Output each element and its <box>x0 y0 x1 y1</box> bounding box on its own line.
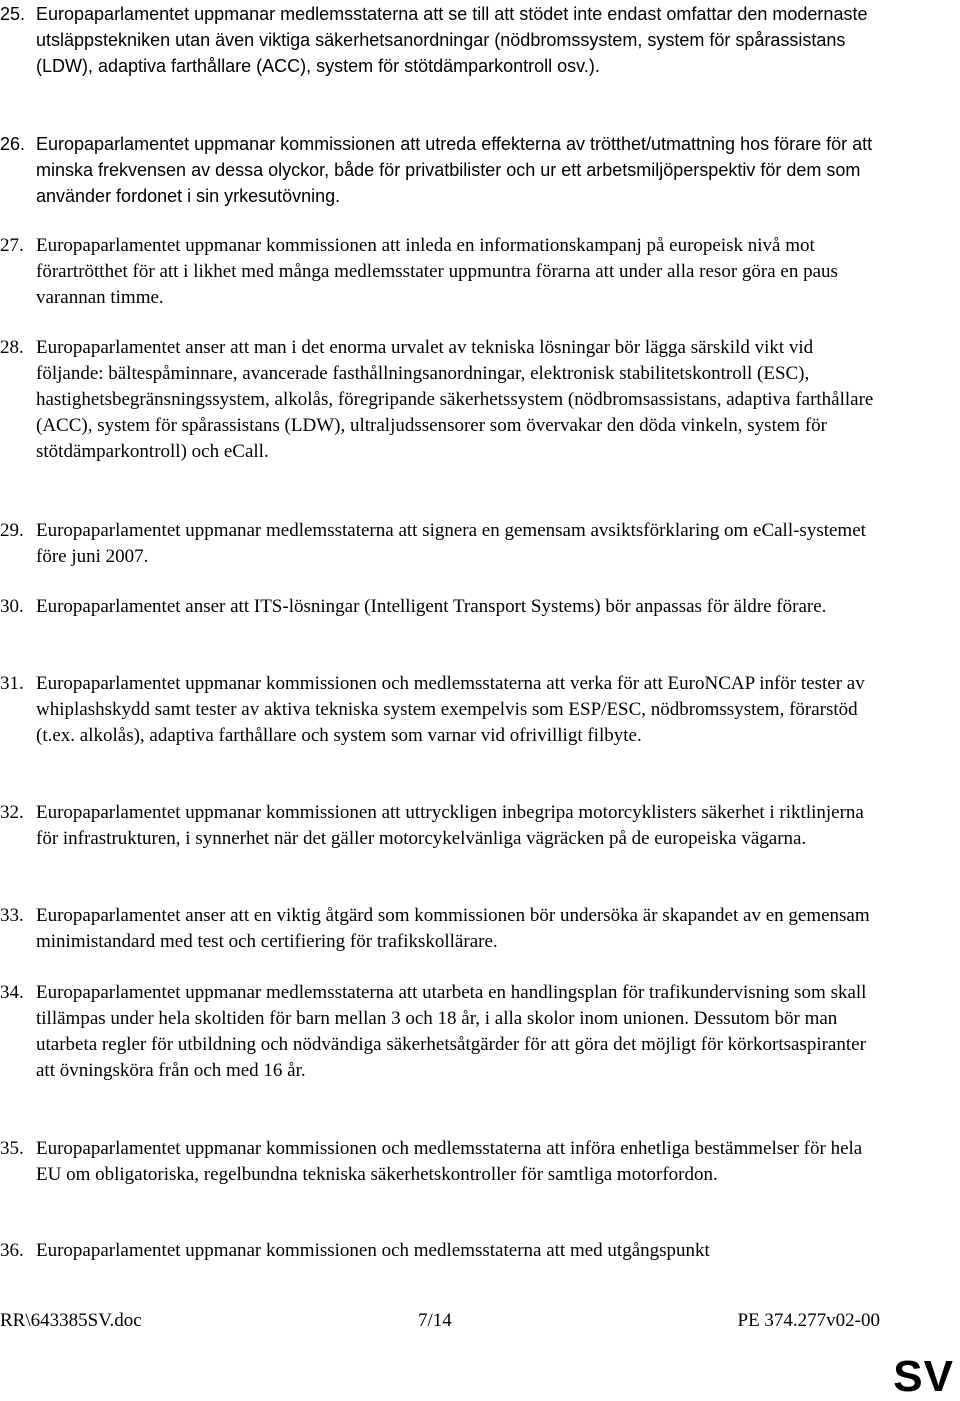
item-text: Europaparlamentet uppmanar medlemsstaterna att signera en gemensam avsiktsförklaring om eCall-systemet före juni 2007. <box>36 520 866 567</box>
item-text: Europaparlamentet uppmanar kommissionen och medlemsstaterna att verka för att EuroNCAP inför tester av whiplashskydd samt tester av aktiva tekniska system exempelvis som ESP/ESC, nödbromssystem, förarstöd (t.ex. alkolås), adaptiva farthållare och system som varnar vid ofrivilligt filbyte. <box>36 673 865 746</box>
language-code: SV <box>893 1352 954 1401</box>
item-number: 34. <box>0 982 24 1003</box>
item-number: 28. <box>0 337 24 358</box>
item-text: Europaparlamentet uppmanar medlemsstaterna att utarbeta en handlingsplan för trafikundervisning som skall tillämpas under hela skoltiden för barn mellan 3 och 18 år, i alla skolor inom unionen. Dessutom bör man utarbeta regler för utbildning och nödvändiga säkerhetsåtgärder för att göra det möjligt för körkortsaspiranter att övningsköra från och med 16 år. <box>36 982 867 1081</box>
item-number: 32. <box>0 802 24 823</box>
page-footer <box>0 1308 880 1334</box>
list-item <box>0 1238 880 1264</box>
list-item <box>0 335 880 465</box>
item-text: Europaparlamentet uppmanar kommissionen att inleda en informationskampanj på europeisk nivå mot förartrötthet för att i likhet med många medlemsstater uppmuntra förarna att under alla resor göra en paus varannan timme. <box>36 235 838 308</box>
item-text: Europaparlamentet anser att ITS-lösningar (Intelligent Transport Systems) bör anpassas för äldre förare. <box>36 596 827 617</box>
item-number: 35. <box>0 1138 24 1159</box>
item-number: 33. <box>0 905 24 926</box>
list-item <box>0 233 880 311</box>
page-number: 7/14 <box>418 1310 452 1331</box>
document-reference: RR\643385SV.doc <box>0 1310 142 1331</box>
item-number: 25. <box>0 4 26 24</box>
item-text: Europaparlamentet anser att man i det enorma urvalet av tekniska lösningar bör lägga särskild vikt vid följande: bältespåminnare, avancerade fasthållningsanordningar, elektronisk stabilitetskontroll (ESC), hastighetsbegränsningssystem, alkolås, föregripande säkerhetssystem (nödbromsassistans, adaptiva farthållare (ACC), system för spårassistans (LDW), ultraljudssensorer som övervakar den döda vinkeln, system för stötdämparkontroll) och eCall. <box>36 337 874 462</box>
item-text: Europaparlamentet uppmanar kommissionen och medlemsstaterna att med utgångspunkt <box>36 1240 710 1261</box>
item-text: Europaparlamentet uppmanar kommissionen att utreda effekterna av trötthet/utmattning hos förare för att minska frekvensen av dessa olyckor, både för privatbilister och ur ett arbetsmiljöperspektiv för dem som använder fordonet i sin yrkesutövning. <box>36 134 873 206</box>
item-number: 27. <box>0 235 24 256</box>
list-item <box>0 671 880 749</box>
item-text: Europaparlamentet uppmanar kommissionen att uttryckligen inbegripa motorcyklisters säkerhet i riktlinjerna för infrastrukturen, i synnerhet när det gäller motorcykelvänliga vägräcken på de europeiska vägarna. <box>36 802 864 849</box>
list-item <box>0 518 880 570</box>
item-number: 29. <box>0 520 24 541</box>
pe-reference: PE 374.277v02-00 <box>737 1310 880 1331</box>
item-text: Europaparlamentet uppmanar kommissionen och medlemsstaterna att införa enhetliga bestämmelser för hela EU om obligatoriska, regelbundna tekniska säkerhetskontroller för samtliga motorfordon. <box>36 1138 863 1185</box>
item-number: 36. <box>0 1240 24 1261</box>
list-item <box>0 1 880 79</box>
item-number: 30. <box>0 596 24 617</box>
item-number: 31. <box>0 673 24 694</box>
list-item <box>0 1136 880 1188</box>
list-item <box>0 800 880 852</box>
item-text: Europaparlamentet uppmanar medlemsstaterna att se till att stödet inte endast omfattar den modernaste utsläppstekniken utan även viktiga säkerhetsanordningar (nödbromssystem, system för spårassistans (LDW), adaptiva farthållare (ACC), system för stötdämparkontroll osv.). <box>36 4 868 76</box>
list-item <box>0 131 880 209</box>
item-text: Europaparlamentet anser att en viktig åtgärd som kommissionen bör undersöka är skapandet av en gemensam minimistandard med test och certifiering för trafikskollärare. <box>36 905 870 952</box>
item-number: 26. <box>0 134 26 154</box>
list-item <box>0 594 880 620</box>
list-item <box>0 980 880 1084</box>
list-item <box>0 903 880 955</box>
